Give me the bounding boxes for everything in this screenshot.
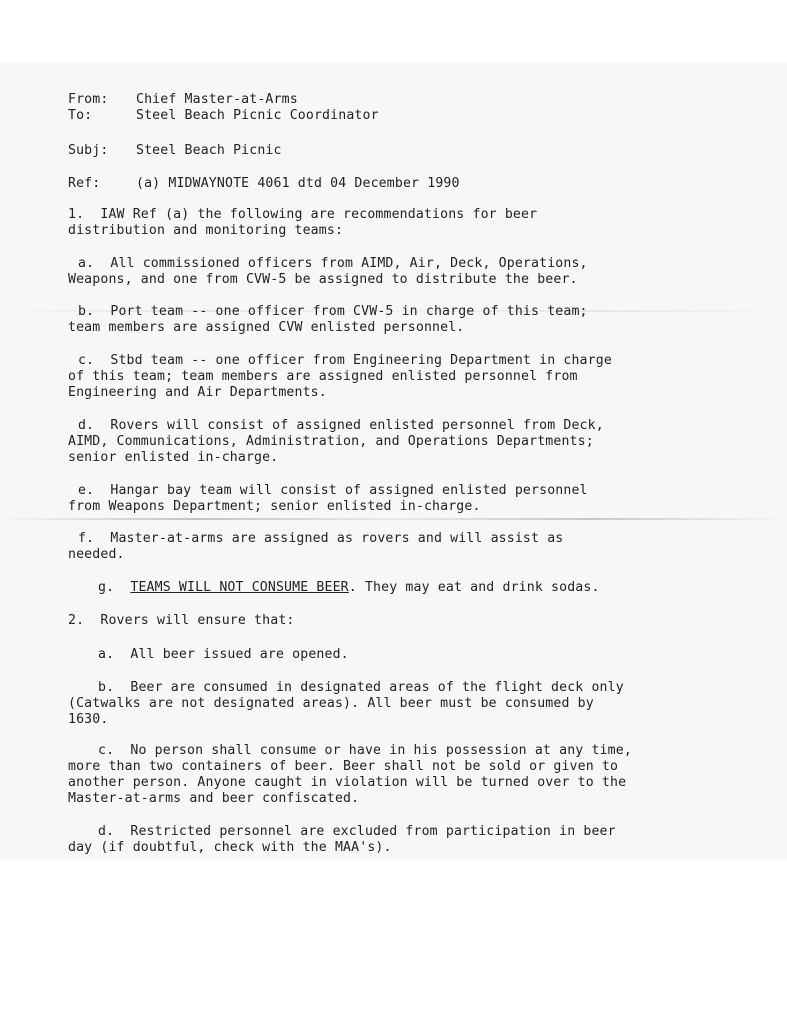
para1-item-e-line: from Weapons Department; senior enlisted in-charge.: [68, 499, 481, 514]
para1-item-b-line: b. Port team -- one officer from CVW-5 in charge of this team;: [78, 304, 588, 319]
from-value: Chief Master-at-Arms: [136, 92, 298, 107]
para2-item-d-line: day (if doubtful, check with the MAA's).: [68, 840, 392, 855]
item-g-prefix: g.: [98, 580, 131, 595]
para1-item-a-line: a. All commissioned officers from AIMD, Air, Deck, Operations,: [78, 256, 588, 271]
para1-item-e-line: e. Hangar bay team will consist of assigned enlisted personnel: [78, 483, 588, 498]
para2-item-c-line: more than two containers of beer. Beer shall not be sold or given to: [68, 759, 619, 774]
para2-item-d-line: d. Restricted personnel are excluded from participation in beer: [98, 824, 616, 839]
para1-item-g: [98, 580, 600, 596]
item-g-emphasis: TEAMS WILL NOT CONSUME BEER: [130, 580, 349, 595]
to-label: To:: [68, 108, 93, 123]
para1-item-d-line: d. Rovers will consist of assigned enlisted personnel from Deck,: [78, 418, 604, 433]
paper-crease: [0, 518, 787, 520]
para2-item-a-line: a. All beer issued are opened.: [98, 647, 349, 662]
to-value: Steel Beach Picnic Coordinator: [136, 108, 379, 123]
para1-intro-line: distribution and monitoring teams:: [68, 223, 344, 238]
reference-label: Ref:: [68, 176, 101, 191]
para1-item-f-line: needed.: [68, 547, 125, 562]
para1-item-c-line: c. Stbd team -- one officer from Engineering Department in charge: [78, 353, 612, 368]
para2-item-b-line: b. Beer are consumed in designated areas of the flight deck only: [98, 680, 624, 695]
from-label: From:: [68, 92, 109, 107]
para2-item-c-line: Master-at-arms and beer confiscated.: [68, 791, 360, 806]
para1-intro-line: 1. IAW Ref (a) the following are recommendations for beer: [68, 207, 538, 222]
para2-item-b-line: (Catwalks are not designated areas). All beer must be consumed by: [68, 696, 594, 711]
para1-item-a-line: Weapons, and one from CVW-5 be assigned to distribute the beer.: [68, 272, 578, 287]
subject-value: Steel Beach Picnic: [136, 143, 282, 158]
subject-label: Subj:: [68, 143, 109, 158]
para1-item-d-line: AIMD, Communications, Administration, and Operations Departments;: [68, 434, 594, 449]
para1-item-b-line: team members are assigned CVW enlisted personnel.: [68, 320, 465, 335]
para1-item-f-line: f. Master-at-arms are assigned as rovers and will assist as: [78, 531, 564, 546]
item-g-rest: . They may eat and drink sodas.: [348, 580, 600, 595]
para2-item-c-line: another person. Anyone caught in violation will be turned over to the: [68, 775, 627, 790]
reference-value: (a) MIDWAYNOTE 4061 dtd 04 December 1990: [136, 176, 460, 191]
para1-item-c-line: of this team; team members are assigned enlisted personnel from: [68, 369, 578, 384]
para2-intro-line: 2. Rovers will ensure that:: [68, 613, 295, 628]
para1-item-d-line: senior enlisted in-charge.: [68, 450, 279, 465]
para1-item-c-line: Engineering and Air Departments.: [68, 385, 327, 400]
para2-item-c-line: c. No person shall consume or have in his possession at any time,: [98, 743, 632, 758]
para2-item-b-line: 1630.: [68, 712, 109, 727]
